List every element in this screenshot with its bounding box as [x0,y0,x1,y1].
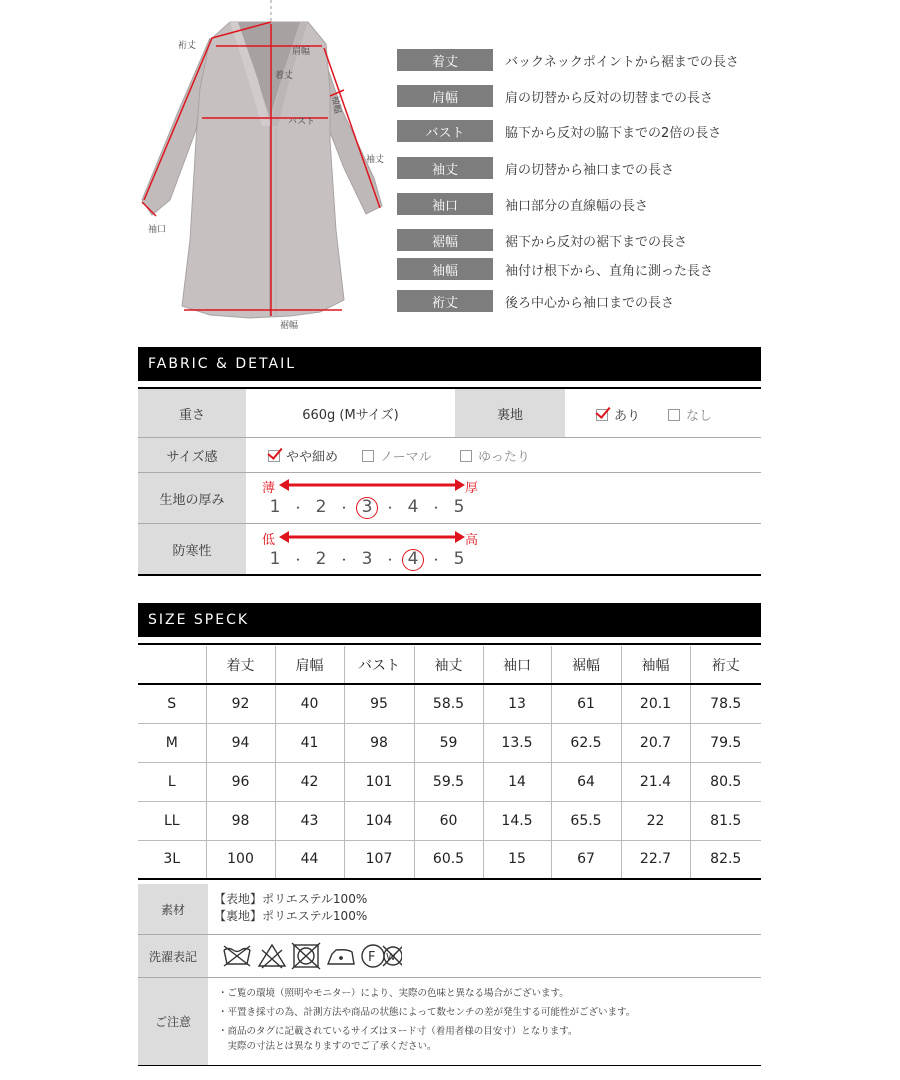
scale-separator: ・ [383,501,396,515]
scale-number: 5 [453,549,465,569]
size-value-cell: 60.5 [414,840,483,879]
size-header-cell: 袖幅 [621,646,690,684]
lining-yes-checkbox [596,409,608,421]
fabric-section-header [138,347,761,381]
size-value-cell: 78.5 [690,684,761,723]
warmth-arrow [279,531,465,543]
size-value-cell: 98 [206,801,275,840]
scale-separator: ・ [291,501,304,515]
diagram-label-sodeguchi: 袖口 [148,225,167,235]
material-line-outer: 【表地】ポリエステル100% [214,892,368,906]
size-header-cell: 裾幅 [551,646,621,684]
legend-tag: バスト [397,120,493,142]
size-value-cell: 15 [483,840,551,879]
thickness-low-label: 薄 [262,481,276,496]
material-lines [214,891,367,925]
size-header-cell: 袖丈 [414,646,483,684]
note-line-2: ・平置き採寸の為、計測方法や商品の状態によって数センチの差が発生する可能性がございます。 [218,1007,636,1018]
size-value-cell: 81.5 [690,801,761,840]
size-header-cell: バスト [344,646,414,684]
lining-yes-option [596,405,640,424]
material-row [138,884,761,935]
size-value-cell: 82.5 [690,840,761,879]
legend-tag: 裾幅 [397,229,493,251]
scale-number: 1 [269,497,281,517]
scale-separator: ・ [383,553,396,567]
size-value-cell: 59.5 [414,762,483,801]
size-value-cell: 80.5 [690,762,761,801]
fit-narrow-checkbox [268,450,280,462]
size-label-cell: S [138,684,206,723]
legend-tag: 肩幅 [397,85,493,107]
legend-row [397,229,687,251]
size-row [138,762,761,801]
size-row [138,801,761,840]
legend-row [397,49,739,71]
care-row [138,935,761,978]
legend-tag: 袖口 [397,193,493,215]
size-value-cell: 65.5 [551,801,621,840]
fit-narrow-label: やや細め [286,450,339,465]
scale-number: 2 [315,497,327,517]
size-value-cell: 107 [344,840,414,879]
coat-diagram [130,0,400,330]
size-header-cell: 袖口 [483,646,551,684]
size-value-cell: 67 [551,840,621,879]
fit-label: サイズ感 [138,438,246,472]
lining-no-option [668,405,712,424]
scale-number: 5 [453,497,465,517]
legend-row [397,193,648,215]
size-value-cell: 42 [275,762,344,801]
size-header-cell: 肩幅 [275,646,344,684]
note-line-1: ・ご覧の環境（照明やモニター）により、実際の色味と異なる場合がございます。 [218,988,569,999]
size-label-cell: M [138,723,206,762]
legend-description: 裾下から反対の裾下までの長さ [505,234,688,250]
size-value-cell: 14 [483,762,551,801]
scale-separator: ・ [429,501,442,515]
care-label: 洗濯表記 [138,935,208,977]
size-table [138,646,761,880]
legend-tag: 袖幅 [397,258,493,280]
scale-number-selected: 4 [402,549,424,571]
diagram-label-yuki: 裄丈 [178,41,197,51]
thickness-arrow [279,479,465,491]
thickness-row [138,473,761,524]
size-value-cell: 60 [414,801,483,840]
fit-normal-label: ノーマル [380,450,432,465]
coat-illustration [130,0,400,330]
size-row [138,723,761,762]
notes-row [138,978,761,1066]
scale-number: 3 [361,549,373,569]
scale-number: 2 [315,549,327,569]
fit-option-narrow [268,446,338,465]
legend-description: 肩の切替から袖口までの長さ [505,162,675,178]
warmth-scale [264,549,470,571]
dry-clean-f-icon [362,945,384,967]
iron-low-icon [328,950,354,964]
warmth-label: 防寒性 [138,524,246,574]
no-wet-clean-icon [383,946,402,966]
size-header-corner [138,646,206,684]
svg-text:W: W [386,952,396,963]
size-value-cell: 41 [275,723,344,762]
legend-description: 後ろ中心から袖口までの長さ [505,295,675,311]
diagram-label-katahaba: 肩幅 [292,47,311,57]
warmth-low-label: 低 [262,533,276,548]
size-value-cell: 13 [483,684,551,723]
size-value-cell: 58.5 [414,684,483,723]
size-table-header [138,646,761,684]
material-line-lining: 【裏地】ポリエステル100% [214,909,368,923]
size-value-cell: 21.4 [621,762,690,801]
size-value-cell: 95 [344,684,414,723]
warmth-row [138,524,761,576]
legend-description: 脇下から反対の脇下までの2倍の長さ [505,125,722,141]
size-value-cell: 64 [551,762,621,801]
size-value-cell: 62.5 [551,723,621,762]
size-value-cell: 92 [206,684,275,723]
care-symbols [222,942,402,970]
diagram-label-bust: バスト [288,117,316,127]
fit-option-loose [460,446,530,465]
no-wash-icon [224,946,250,966]
fabric-section-title: FABRIC & DETAIL [148,356,296,372]
fit-normal-checkbox [362,450,374,462]
no-bleach-icon [259,945,285,968]
scale-number: 1 [269,549,281,569]
legend-description: 肩の切替から反対の切替までの長さ [505,90,714,106]
scale-number-selected: 3 [356,497,378,519]
diagram-label-kitake: 着丈 [275,71,294,81]
size-value-cell: 104 [344,801,414,840]
fit-option-normal [362,446,432,465]
legend-description: 袖口部分の直線幅の長さ [505,198,649,214]
svg-text:F: F [368,950,376,965]
fit-loose-checkbox [460,450,472,462]
size-label-cell: 3L [138,840,206,879]
size-section-header [138,603,761,637]
size-value-cell: 22 [621,801,690,840]
legend-description: 袖付け根下から、直角に測った長さ [505,263,714,279]
legend-row [397,290,674,312]
size-header-cell: 着丈 [206,646,275,684]
legend-row [397,258,713,280]
thickness-high-label: 厚 [465,481,479,496]
notes-label: ご注意 [138,978,208,1065]
size-value-cell: 96 [206,762,275,801]
size-value-cell: 61 [551,684,621,723]
note-line-3: ・商品のタグに記載されているサイズはヌード寸（着用者様の目安寸）となります。 [218,1026,578,1037]
no-tumble-dry-icon [292,943,320,969]
legend-row [397,157,674,179]
size-row [138,840,761,879]
legend-description: バックネックポイントから裾までの長さ [505,54,739,70]
scale-separator: ・ [337,501,350,515]
legend-tag: 袖丈 [397,157,493,179]
legend-tag: 着丈 [397,49,493,71]
size-top-rule [138,643,761,645]
size-row [138,684,761,723]
size-value-cell: 43 [275,801,344,840]
weight-row [138,389,761,438]
diagram-label-sodetake: 袖丈 [366,155,385,165]
legend-row [397,120,721,142]
size-value-cell: 20.7 [621,723,690,762]
scale-number: 4 [407,497,419,517]
lining-yes-label: あり [614,409,641,424]
scale-separator: ・ [337,553,350,567]
weight-label: 重さ [138,389,246,437]
size-value-cell: 101 [344,762,414,801]
scale-separator: ・ [429,553,442,567]
legend-tag: 裄丈 [397,290,493,312]
size-label-cell: LL [138,801,206,840]
size-value-cell: 13.5 [483,723,551,762]
weight-value: 660g (Mサイズ) [302,408,399,423]
size-section-title: SIZE SPECK [148,612,250,628]
legend-row [397,85,713,107]
notes-lines [218,986,635,1054]
size-value-cell: 59 [414,723,483,762]
size-value-cell: 22.7 [621,840,690,879]
lining-label: 裏地 [455,389,565,437]
lining-no-checkbox [668,409,680,421]
size-value-cell: 94 [206,723,275,762]
size-value-cell: 100 [206,840,275,879]
size-value-cell: 44 [275,840,344,879]
diagram-label-susohaba: 裾幅 [280,321,299,331]
size-value-cell: 98 [344,723,414,762]
diagram-label-sodetsuke: 袖幅 [329,95,343,115]
fit-row [138,438,761,473]
thickness-label: 生地の厚み [138,473,246,523]
scale-separator: ・ [291,553,304,567]
material-label: 素材 [138,884,208,934]
size-header-cell: 裄丈 [690,646,761,684]
note-line-4: 実際の寸法とは異なりますのでご了承ください。 [218,1041,437,1052]
fit-loose-label: ゆったり [478,450,530,465]
lining-no-label: なし [686,409,713,424]
warmth-high-label: 高 [465,533,479,548]
size-value-cell: 20.1 [621,684,690,723]
thickness-scale [264,497,470,519]
size-value-cell: 14.5 [483,801,551,840]
size-label-cell: L [138,762,206,801]
size-value-cell: 79.5 [690,723,761,762]
size-value-cell: 40 [275,684,344,723]
